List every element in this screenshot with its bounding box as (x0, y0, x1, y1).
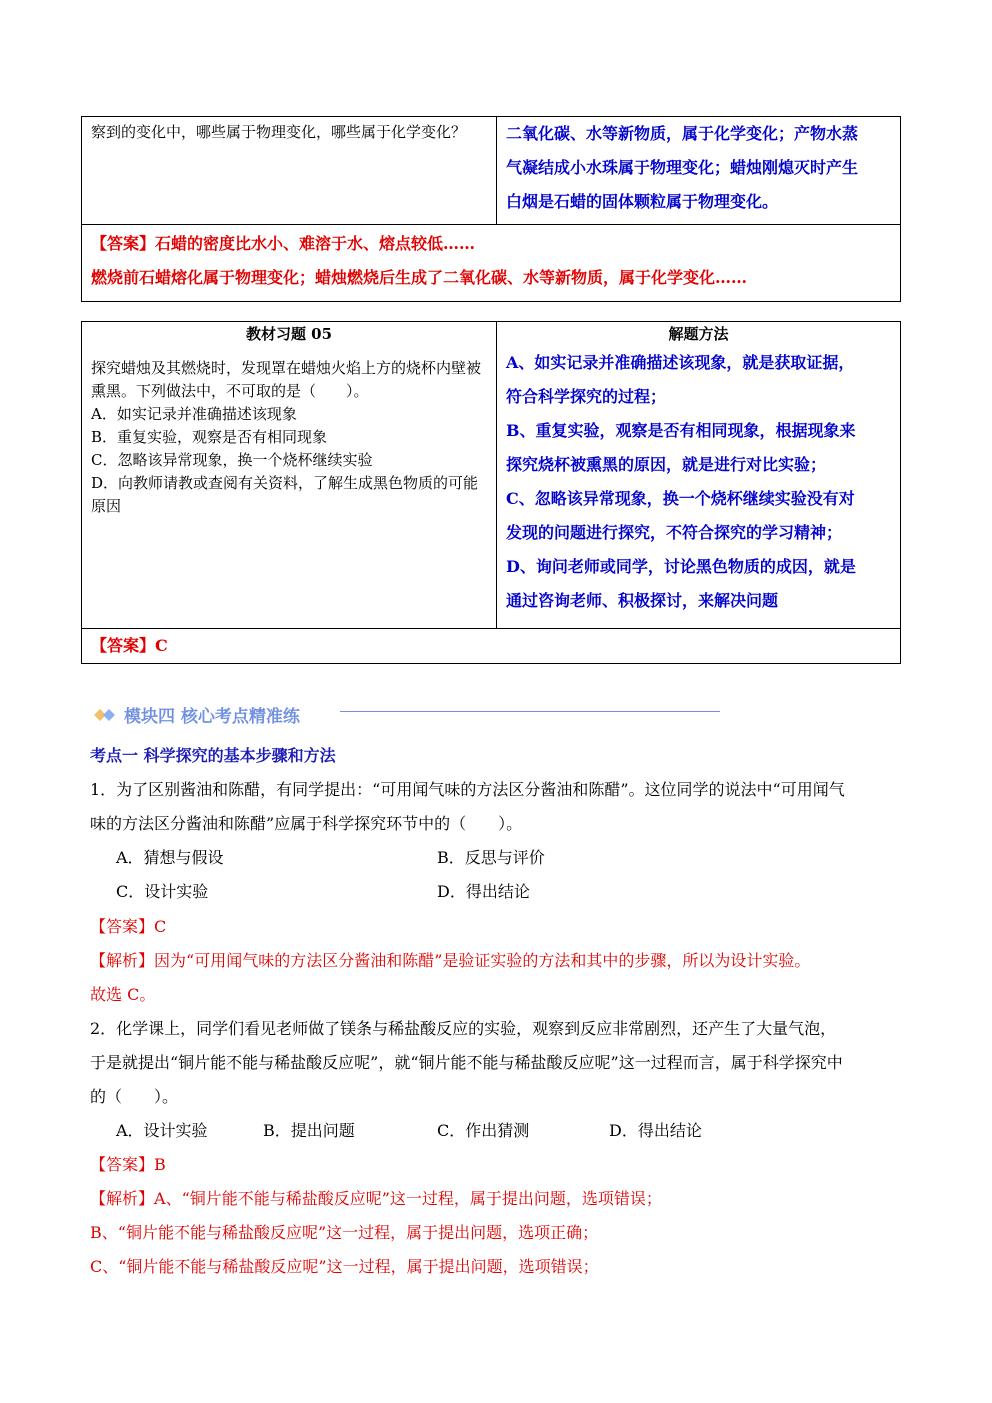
exercise-option: B．重复实验，观察是否有相同现象 (91, 428, 328, 446)
q2-option-b: B．提出问题 (263, 1121, 355, 1140)
method-line: 探究烧杯被熏黑的原因，就是进行对比实验； (506, 455, 827, 474)
q1-line: 味的方法区分酱油和陈醋”应属于科学探究环节中的（ ）。 (90, 814, 523, 833)
method-line: 通过咨询老师、积极探讨，来解决问题 (506, 591, 779, 610)
answer-table-1 (81, 116, 901, 302)
q1-line: 1．为了区别酱油和陈醋，有同学提出：“可用闻气味的方法区分酱油和陈醋”。这位同学的说法中“可用闻气 (90, 780, 845, 799)
explanation-line: 气凝结成小水珠属于物理变化；蜡烛刚熄灭时产生 (506, 158, 859, 177)
explanation-cell (497, 117, 900, 224)
answer-cell (82, 224, 900, 301)
q2-answer: 【答案】B (90, 1155, 166, 1174)
answer-line: 【答案】石蜡的密度比水小、难溶于水、熔点较低…… (91, 234, 476, 253)
explanation-line: 白烟是石蜡的固体颗粒属于物理变化。 (506, 192, 779, 211)
q2-option-a: A．设计实验 (116, 1121, 208, 1140)
method-header: 解题方法 (668, 325, 729, 343)
q1-option-d: D．得出结论 (437, 882, 530, 901)
explanation-line: 二氧化碳、水等新物质，属于化学变化；产物水蒸 (506, 124, 859, 143)
section-title: 考点一 科学探究的基本步骤和方法 (90, 746, 336, 765)
module-title-text: 模块四 核心考点精准练 (124, 707, 300, 727)
q1-option-b: B．反思与评价 (437, 848, 545, 867)
q1-option-a: A．猜想与假设 (116, 848, 224, 867)
q2-option-d: D．得出结论 (609, 1121, 702, 1140)
exercise-table-05 (81, 321, 901, 664)
question-cell (82, 117, 497, 224)
exercise-option: D．向教师请教或查阅有关资料，了解生成黑色物质的可能原因 (91, 474, 479, 515)
q2-analysis: 【解析】A、“铜片能不能与稀盐酸反应呢”这一过程，属于提出问题，选项错误； (90, 1189, 662, 1208)
exercise-cell (82, 346, 497, 628)
method-line: 符合科学探究的过程； (506, 387, 667, 406)
q1-analysis-end: 故选 C。 (90, 985, 156, 1004)
q2-line: 于是就提出“铜片能不能与稀盐酸反应呢”，就“铜片能不能与稀盐酸反应呢”这一过程而言，属于科学探究中 (90, 1053, 843, 1072)
exercise-answer: 【答案】C (82, 628, 900, 663)
question-text: 察到的变化中，哪些属于物理变化，哪些属于化学变化？ (91, 123, 467, 141)
module-title (92, 702, 300, 727)
method-line: D、询问老师或同学，讨论黑色物质的成因，就是 (506, 557, 856, 576)
exercise-header: 教材习题 05 (82, 322, 497, 346)
q2-line: 2．化学课上，同学们看见老师做了镁条与稀盐酸反应的实验，观察到反应非常剧烈，还产生了大量气泡， (90, 1019, 837, 1038)
q1-analysis: 【解析】因为“可用闻气味的方法区分酱油和陈醋”是验证实验的方法和其中的步骤，所以为设计实验。 (90, 951, 811, 970)
method-line: A、如实记录并准确描述该现象，就是获取证据， (506, 353, 855, 372)
method-line: 发现的问题进行探究，不符合探究的学习精神； (506, 523, 843, 542)
exercise-question: 探究蜡烛及其燃烧时，发现罩在蜡烛火焰上方的烧杯内壁被熏黑。下列做法中，不可取的是（ ）。 (91, 359, 482, 400)
exercise-option: C．忽略该异常现象，换一个烧杯继续实验 (91, 451, 373, 469)
method-line: C、忽略该异常现象，换一个烧杯继续实验没有对 (506, 489, 855, 508)
q2-analysis-line: C、“铜片能不能与稀盐酸反应呢”这一过程，属于提出问题，选项错误； (90, 1257, 599, 1276)
q2-line: 的（ ）。 (90, 1087, 179, 1106)
diamond-icon (92, 707, 118, 723)
q1-answer: 【答案】C (90, 917, 167, 936)
exercise-option: A．如实记录并准确描述该现象 (91, 405, 297, 423)
q1-option-c: C．设计实验 (116, 882, 209, 901)
answer-line: 燃烧前石蜡熔化属于物理变化；蜡烛燃烧后生成了二氧化碳、水等新物质，属于化学变化…… (91, 268, 748, 287)
module-rule (340, 711, 720, 712)
method-line: B、重复实验，观察是否有相同现象，根据现象来 (506, 421, 856, 440)
q2-analysis-line: B、“铜片能不能与稀盐酸反应呢”这一过程，属于提出问题，选项正确； (90, 1223, 599, 1242)
q2-option-c: C．作出猜测 (437, 1121, 530, 1140)
method-cell (497, 346, 900, 628)
